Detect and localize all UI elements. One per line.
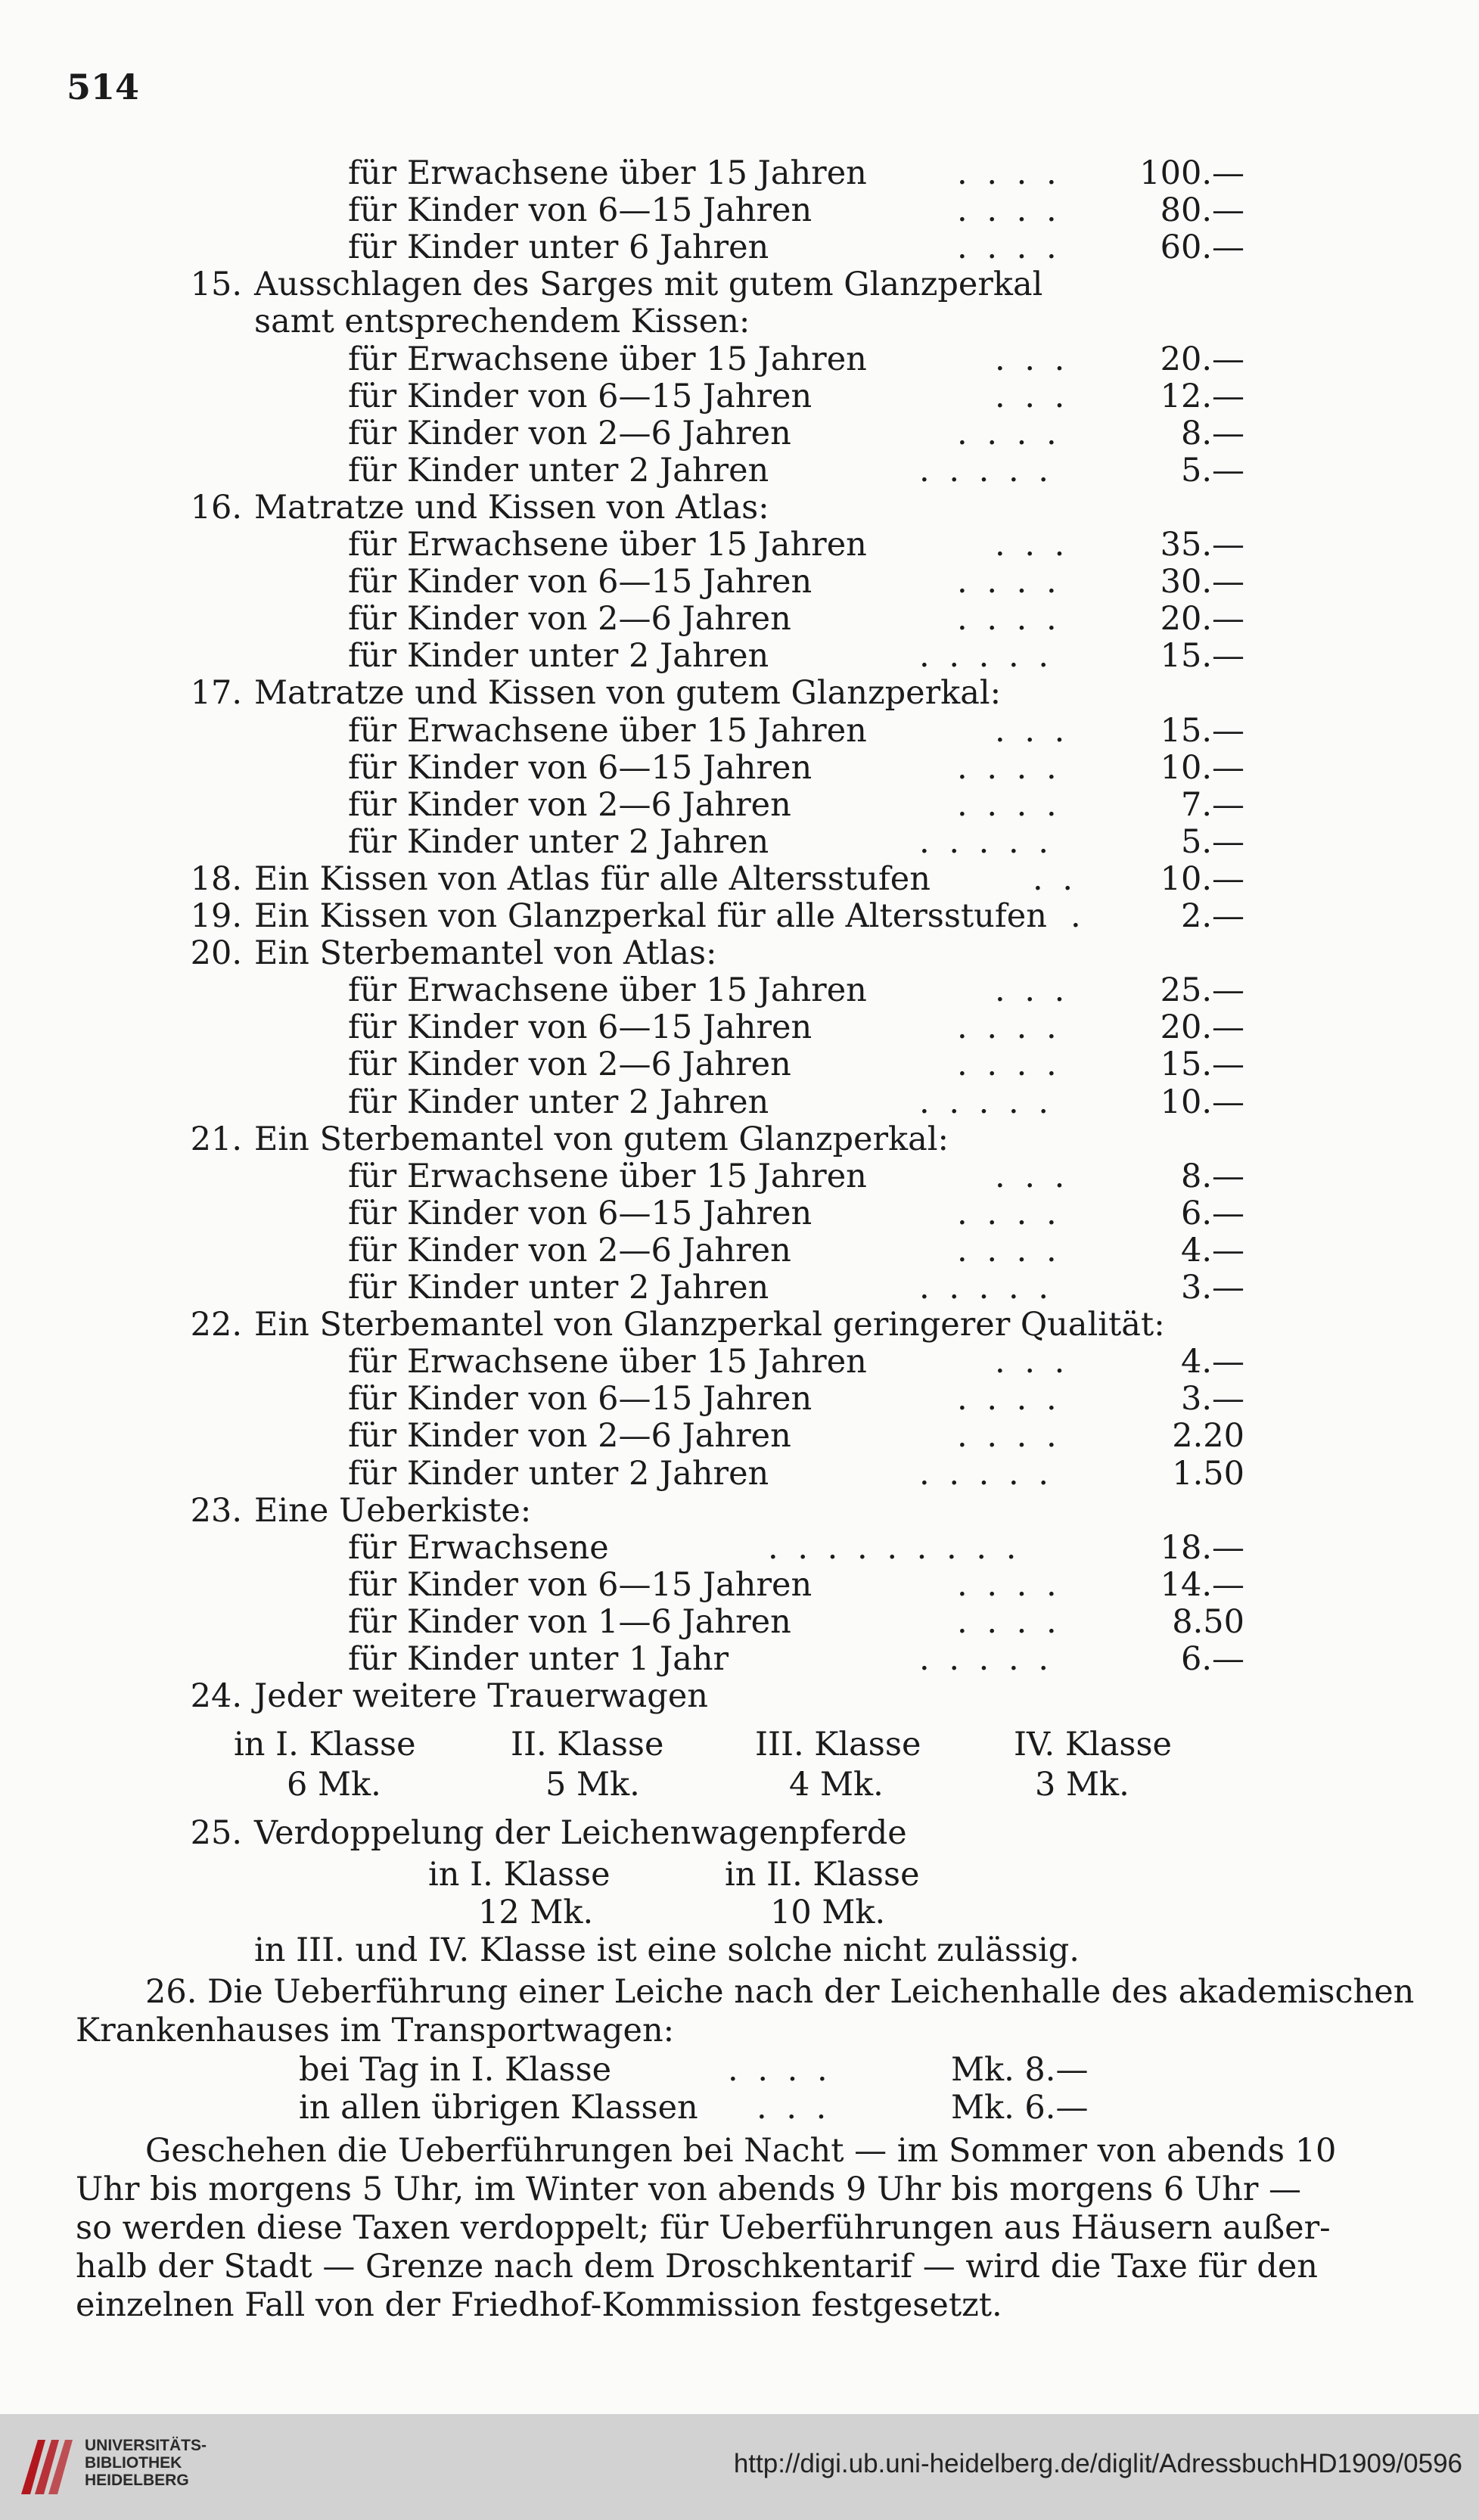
row-label: für Erwachsene über 15 Jahren xyxy=(348,154,867,192)
item-number: 18. xyxy=(190,860,242,898)
tariff-row xyxy=(0,1640,1479,1678)
item-note: in III. und IV. Klasse ist eine solche nicht zulässig. xyxy=(254,1931,1080,1969)
leader-dots: . . . . . xyxy=(919,637,1054,675)
leader-dots: . . . . . xyxy=(919,1083,1054,1121)
class-price: 12 Mk. xyxy=(478,1894,594,1931)
row-price: 3.— xyxy=(1180,1269,1244,1307)
leader-dots: . . . . xyxy=(957,1046,1061,1083)
leader-dots: . . . . xyxy=(957,1232,1061,1269)
price-value: Mk. 6.— xyxy=(951,2089,1089,2127)
tariff-item-row xyxy=(0,674,1479,712)
row-price: 7.— xyxy=(1180,786,1244,824)
row-label: Ein Sterbemantel von Glanzperkal geringerer Qualität: xyxy=(254,1306,1165,1344)
item-number: 24. xyxy=(190,1677,242,1715)
leader-dots: . . . . xyxy=(957,1380,1061,1418)
item-number: 17. xyxy=(190,674,242,712)
row-label: für Kinder von 6—15 Jahren xyxy=(348,749,813,787)
row-label: samt entsprechendem Kissen: xyxy=(254,303,750,340)
row-price: 8.50 xyxy=(1172,1603,1244,1641)
logo-line: BIBLIOTHEK xyxy=(85,2454,182,2472)
leader-dots: . . . xyxy=(995,1157,1070,1195)
tariff-row xyxy=(0,228,1479,266)
item-label: Verdoppelung der Leichenwagenpferde xyxy=(254,1814,907,1852)
row-label: für Kinder unter 2 Jahren xyxy=(348,637,769,675)
row-price: 15.— xyxy=(1160,637,1244,675)
row-price: 18.— xyxy=(1160,1529,1244,1567)
row-price: 6.— xyxy=(1180,1195,1244,1232)
tariff-row xyxy=(0,1455,1479,1493)
class-header: in I. Klasse xyxy=(234,1726,416,1763)
row-price: 2.20 xyxy=(1172,1417,1244,1455)
logo-line: UNIVERSITÄTS- xyxy=(85,2437,207,2454)
paragraph-line xyxy=(0,2170,1479,2208)
item-number: 25. xyxy=(190,1814,242,1852)
row-label: für Kinder von 2—6 Jahren xyxy=(348,600,791,638)
row-price: 30.— xyxy=(1160,563,1244,601)
row-label: für Kinder von 2—6 Jahren xyxy=(348,415,791,452)
logo-line: HEIDELBERG xyxy=(85,2472,189,2489)
tariff-row xyxy=(0,303,1479,340)
leader-dots: . . . . xyxy=(957,1008,1061,1046)
row-price: 10.— xyxy=(1160,1083,1244,1121)
paragraph-line xyxy=(0,2286,1479,2324)
row-price: 2.— xyxy=(1180,897,1244,935)
class-price: 3 Mk. xyxy=(1035,1766,1129,1804)
tariff-row xyxy=(0,415,1479,452)
item-26-price-row xyxy=(0,2089,1479,2127)
row-label: für Erwachsene über 15 Jahren xyxy=(348,712,867,750)
leader-dots: . . . xyxy=(757,2089,831,2127)
row-price: 20.— xyxy=(1160,600,1244,638)
leader-dots: . . . xyxy=(995,1343,1070,1381)
tariff-row xyxy=(0,1343,1479,1381)
tariff-item-row xyxy=(0,897,1479,935)
row-label: für Kinder von 1—6 Jahren xyxy=(348,1603,791,1641)
tariff-item-row xyxy=(0,1306,1479,1344)
row-label: für Kinder unter 2 Jahren xyxy=(348,1455,769,1493)
tariff-row xyxy=(0,526,1479,564)
leader-dots: . . . . xyxy=(957,1195,1061,1232)
row-price: 15.— xyxy=(1160,712,1244,750)
paragraph-text: so werden diese Taxen verdoppelt; für Ueberführungen aus Häusern außer- xyxy=(76,2209,1331,2247)
row-label: Ein Sterbemantel von Atlas: xyxy=(254,934,717,972)
row-label: für Kinder von 6—15 Jahren xyxy=(348,1008,813,1046)
tariff-row xyxy=(0,637,1479,675)
tariff-row xyxy=(0,1195,1479,1232)
tariff-item-row xyxy=(0,266,1479,303)
row-label: Ein Kissen von Atlas für alle Altersstufen xyxy=(254,860,931,898)
row-label: Jeder weitere Trauerwagen xyxy=(254,1677,708,1715)
paragraph-text: halb der Stadt — Grenze nach dem Droschkentarif — wird die Taxe für den xyxy=(76,2248,1318,2285)
row-label: für Kinder von 6—15 Jahren xyxy=(348,1195,813,1232)
row-label: für Kinder unter 1 Jahr xyxy=(348,1640,729,1678)
tariff-row xyxy=(0,1232,1479,1269)
paragraph-line xyxy=(0,2248,1479,2285)
tariff-row xyxy=(0,340,1479,378)
leader-dots: . . . . xyxy=(957,1566,1061,1604)
tariff-item-row xyxy=(0,1120,1479,1158)
row-label: für Kinder unter 2 Jahren xyxy=(348,1269,769,1307)
class-header: in II. Klasse xyxy=(725,1856,920,1894)
item-number: 16. xyxy=(190,489,242,527)
tariff-row xyxy=(0,1380,1479,1418)
paragraph-line xyxy=(0,2209,1479,2247)
row-price: 8.— xyxy=(1180,415,1244,452)
class-header: II. Klasse xyxy=(511,1726,664,1763)
row-label: für Kinder von 6—15 Jahren xyxy=(348,1566,813,1604)
item-26-price-row xyxy=(0,2051,1479,2089)
leader-dots: . . . xyxy=(995,378,1070,415)
tariff-row xyxy=(0,1529,1479,1567)
tariff-item-row xyxy=(0,489,1479,527)
library-footer xyxy=(0,2414,1479,2520)
leader-dots: . . . . . xyxy=(919,1269,1054,1307)
leader-dots: . . . . . . . . . xyxy=(768,1529,1021,1567)
page-number: 514 xyxy=(67,67,140,107)
class-header: in I. Klasse xyxy=(428,1856,611,1894)
row-label: für Erwachsene über 15 Jahren xyxy=(348,340,867,378)
tariff-row xyxy=(0,1157,1479,1195)
row-price: 4.— xyxy=(1180,1232,1244,1269)
row-label: für Erwachsene xyxy=(348,1529,609,1567)
row-label: für Erwachsene über 15 Jahren xyxy=(348,971,867,1009)
leader-dots: . . . xyxy=(995,526,1070,564)
leader-dots: . . . . xyxy=(728,2051,832,2089)
leader-dots: . . . xyxy=(995,712,1070,750)
row-price: 10.— xyxy=(1160,860,1244,898)
leader-dots: . . . . . xyxy=(919,452,1054,489)
row-label: Matratze und Kissen von gutem Glanzperkal: xyxy=(254,674,1002,712)
paragraph-text: einzelnen Fall von der Friedhof-Kommission festgesetzt. xyxy=(76,2286,1002,2324)
tariff-row xyxy=(0,1083,1479,1121)
class-header: IV. Klasse xyxy=(1014,1726,1172,1763)
row-price: 5.— xyxy=(1180,823,1244,861)
row-price: 25.— xyxy=(1160,971,1244,1009)
item-26-text: Krankenhauses im Transportwagen: xyxy=(76,2012,675,2049)
tariff-row xyxy=(0,154,1479,192)
item-number: 22. xyxy=(190,1306,242,1344)
tariff-row xyxy=(0,452,1479,489)
tariff-row xyxy=(0,971,1479,1009)
item-26-line xyxy=(0,1973,1479,2011)
item-number: 15. xyxy=(190,266,242,303)
row-label: für Kinder von 6—15 Jahren xyxy=(348,1380,813,1418)
row-label: für Erwachsene über 15 Jahren xyxy=(348,526,867,564)
row-label: Matratze und Kissen von Atlas: xyxy=(254,489,769,527)
paragraph-line xyxy=(0,2132,1479,2170)
paragraph-text: Uhr bis morgens 5 Uhr, im Winter von abends 9 Uhr bis morgens 6 Uhr — xyxy=(76,2170,1302,2208)
row-label: für Kinder von 2—6 Jahren xyxy=(348,786,791,824)
row-price: 20.— xyxy=(1160,1008,1244,1046)
row-label: für Kinder unter 2 Jahren xyxy=(348,452,769,489)
leader-dots: . . . . . xyxy=(919,823,1054,861)
class-header: III. Klasse xyxy=(755,1726,921,1763)
leader-dots: . . . . xyxy=(957,415,1061,452)
price-label: in allen übrigen Klassen xyxy=(299,2089,698,2127)
row-price: 15.— xyxy=(1160,1046,1244,1083)
row-price: 8.— xyxy=(1180,1157,1244,1195)
tariff-row xyxy=(0,1008,1479,1046)
leader-dots: . . . . . xyxy=(919,1640,1054,1678)
row-price: 5.— xyxy=(1180,452,1244,489)
row-price: 100.— xyxy=(1139,154,1244,192)
tariff-row xyxy=(0,563,1479,601)
price-value: Mk. 8.— xyxy=(951,2051,1089,2089)
tariff-row xyxy=(0,191,1479,229)
item-25-header-row xyxy=(0,1856,1479,1894)
leader-dots: . . . . xyxy=(957,786,1061,824)
tariff-row xyxy=(0,786,1479,824)
row-label: für Kinder unter 2 Jahren xyxy=(348,1083,769,1121)
leader-dots: . . . . xyxy=(957,1603,1061,1641)
leader-dots: . . . . xyxy=(957,228,1061,266)
row-label: für Kinder von 6—15 Jahren xyxy=(348,378,813,415)
item-25-note xyxy=(0,1931,1479,1969)
row-price: 10.— xyxy=(1160,749,1244,787)
tariff-row xyxy=(0,1566,1479,1604)
leader-dots: . . . . . xyxy=(919,1455,1054,1493)
paragraph-text: Geschehen die Ueberführungen bei Nacht — im Sommer von abends 10 xyxy=(145,2132,1337,2170)
row-label: für Kinder von 2—6 Jahren xyxy=(348,1046,791,1083)
tariff-item-row xyxy=(0,934,1479,972)
row-price: 80.— xyxy=(1160,191,1244,229)
leader-dots: . . . . xyxy=(957,1417,1061,1455)
class-price: 5 Mk. xyxy=(545,1766,640,1804)
leader-dots: . . . xyxy=(995,971,1070,1009)
classes-24-header-row xyxy=(0,1726,1479,1763)
row-label: für Kinder von 2—6 Jahren xyxy=(348,1417,791,1455)
leader-dots: . . xyxy=(1033,860,1078,898)
row-price: 60.— xyxy=(1160,228,1244,266)
item-number: 21. xyxy=(190,1120,242,1158)
tariff-row xyxy=(0,749,1479,787)
tariff-row xyxy=(0,712,1479,750)
row-price: 1.50 xyxy=(1172,1455,1244,1493)
tariff-item-row xyxy=(0,860,1479,898)
row-label: für Kinder unter 2 Jahren xyxy=(348,823,769,861)
leader-dots: . . . . xyxy=(957,600,1061,638)
tariff-row xyxy=(0,378,1479,415)
class-price: 10 Mk. xyxy=(770,1894,886,1931)
item-26-line xyxy=(0,2012,1479,2049)
tariff-row xyxy=(0,600,1479,638)
class-price: 6 Mk. xyxy=(287,1766,381,1804)
tariff-row xyxy=(0,1603,1479,1641)
item-25-title xyxy=(0,1814,1479,1852)
row-label: Eine Ueberkiste: xyxy=(254,1492,532,1530)
row-price: 3.— xyxy=(1180,1380,1244,1418)
leader-dots: . . . . xyxy=(957,191,1061,229)
item-number: 23. xyxy=(190,1492,242,1530)
class-price: 4 Mk. xyxy=(789,1766,884,1804)
item-26-text: 26. Die Ueberführung einer Leiche nach der Leichenhalle des akademischen xyxy=(145,1973,1415,2011)
tariff-item-row xyxy=(0,1492,1479,1530)
price-label: bei Tag in I. Klasse xyxy=(299,2051,612,2089)
row-price: 6.— xyxy=(1180,1640,1244,1678)
tariff-row xyxy=(0,1269,1479,1307)
tariff-item-row xyxy=(0,1677,1479,1715)
row-label: für Kinder von 6—15 Jahren xyxy=(348,191,813,229)
row-label: Ein Sterbemantel von gutem Glanzperkal: xyxy=(254,1120,949,1158)
row-label: für Kinder unter 6 Jahren xyxy=(348,228,769,266)
tariff-row xyxy=(0,1046,1479,1083)
leader-dots: . xyxy=(1070,897,1086,935)
row-label: für Erwachsene über 15 Jahren xyxy=(348,1343,867,1381)
classes-24-price-row xyxy=(0,1766,1479,1804)
tariff-row xyxy=(0,823,1479,861)
row-price: 14.— xyxy=(1160,1566,1244,1604)
row-label: für Kinder von 2—6 Jahren xyxy=(348,1232,791,1269)
tariff-row xyxy=(0,1417,1479,1455)
leader-dots: . . . xyxy=(995,340,1070,378)
row-price: 35.— xyxy=(1160,526,1244,564)
row-label: Ein Kissen von Glanzperkal für alle Altersstufen xyxy=(254,897,1047,935)
row-price: 4.— xyxy=(1180,1343,1244,1381)
leader-dots: . . . . xyxy=(957,154,1061,192)
item-25-price-row xyxy=(0,1894,1479,1931)
leader-dots: . . . . xyxy=(957,563,1061,601)
item-number: 19. xyxy=(190,897,242,935)
row-label: für Erwachsene über 15 Jahren xyxy=(348,1157,867,1195)
row-price: 20.— xyxy=(1160,340,1244,378)
item-number: 20. xyxy=(190,934,242,972)
row-label: Ausschlagen des Sarges mit gutem Glanzperkal xyxy=(254,266,1043,303)
row-label: für Kinder von 6—15 Jahren xyxy=(348,563,813,601)
leader-dots: . . . . xyxy=(957,749,1061,787)
source-url-link[interactable]: http://digi.ub.uni-heidelberg.de/diglit/AdressbuchHD1909/0596 xyxy=(733,2449,1462,2478)
library-logo-text xyxy=(85,2437,207,2489)
row-price: 12.— xyxy=(1160,378,1244,415)
library-logo-icon xyxy=(15,2434,77,2500)
